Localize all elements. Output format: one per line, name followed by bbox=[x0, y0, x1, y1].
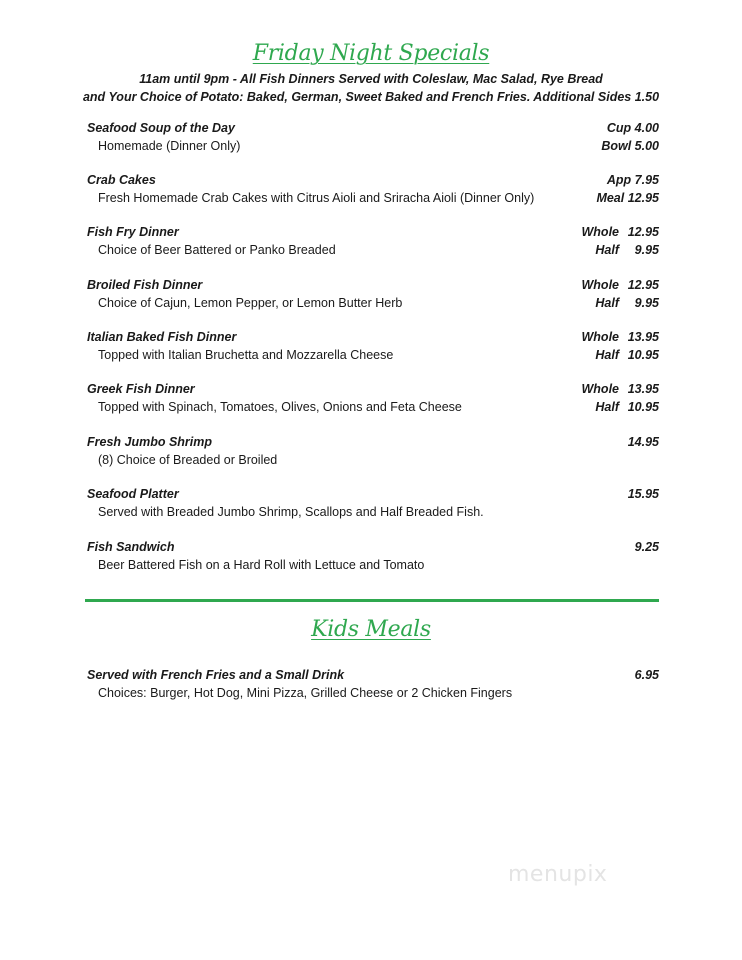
item-price-half: Half 10.95 bbox=[595, 347, 659, 362]
item-name: Broiled Fish Dinner bbox=[87, 278, 203, 292]
menu-item-italian-baked-fish-dinner bbox=[87, 329, 659, 364]
item-name: Fish Sandwich bbox=[87, 540, 175, 554]
specials-title: Friday Night Specials bbox=[252, 41, 490, 66]
item-name: Fish Fry Dinner bbox=[87, 225, 179, 239]
item-description: Served with Breaded Jumbo Shrimp, Scallops and Half Breaded Fish. bbox=[98, 504, 484, 519]
item-name: Greek Fish Dinner bbox=[87, 382, 195, 396]
item-description: Fresh Homemade Crab Cakes with Citrus Aioli and Sriracha Aioli (Dinner Only) bbox=[98, 190, 535, 205]
menu-item-crab-cakes bbox=[87, 172, 659, 207]
menu-item-seafood-platter bbox=[87, 486, 659, 521]
specials-intro-line-1: 11am until 9pm - All Fish Dinners Served with Coleslaw, Mac Salad, Rye Bread bbox=[139, 72, 603, 86]
menu-item-greek-fish-dinner bbox=[87, 381, 659, 416]
item-name: Seafood Platter bbox=[87, 487, 179, 501]
section-divider bbox=[85, 599, 659, 602]
menupix-watermark: menupix bbox=[508, 862, 608, 887]
specials-intro-line-2: and Your Choice of Potato: Baked, German, Sweet Baked and French Fries. Additional Sides 1.50 bbox=[82, 90, 660, 104]
item-price-meal: Meal 12.95 bbox=[596, 190, 659, 205]
menu-item-broiled-fish-dinner bbox=[87, 277, 659, 312]
item-name: Seafood Soup of the Day bbox=[87, 121, 235, 135]
item-price-app: App 7.95 bbox=[606, 173, 659, 187]
menu-item-fresh-jumbo-shrimp bbox=[87, 434, 659, 469]
item-name: Crab Cakes bbox=[87, 173, 156, 187]
kids-meals-title: Kids Meals bbox=[311, 617, 431, 642]
menu-item-kids-meal bbox=[87, 667, 659, 702]
item-description: Choice of Beer Battered or Panko Breaded bbox=[98, 242, 336, 257]
item-price-whole: Whole 13.95 bbox=[581, 382, 659, 396]
item-description: Homemade (Dinner Only) bbox=[98, 138, 241, 153]
item-description: Topped with Spinach, Tomatoes, Olives, Onions and Feta Cheese bbox=[98, 399, 462, 414]
menu-item-seafood-soup bbox=[87, 120, 659, 155]
menu-item-fish-sandwich bbox=[87, 539, 659, 574]
item-description: Choices: Burger, Hot Dog, Mini Pizza, Grilled Cheese or 2 Chicken Fingers bbox=[98, 685, 513, 700]
item-price-whole: Whole 12.95 bbox=[581, 225, 659, 239]
item-name: Served with French Fries and a Small Drink bbox=[87, 668, 345, 682]
item-price-whole: Whole 12.95 bbox=[581, 278, 659, 292]
item-price-bowl: Bowl 5.00 bbox=[601, 138, 659, 153]
item-price-cup: Cup 4.00 bbox=[606, 121, 659, 135]
item-description: (8) Choice of Breaded or Broiled bbox=[98, 452, 278, 467]
item-price-half: Half 9.95 bbox=[595, 295, 659, 310]
item-price: 14.95 bbox=[627, 435, 659, 449]
item-description: Beer Battered Fish on a Hard Roll with Lettuce and Tomato bbox=[98, 557, 425, 572]
item-price-half: Half 9.95 bbox=[595, 242, 659, 257]
item-price: 9.25 bbox=[634, 540, 659, 554]
menu-item-fish-fry-dinner bbox=[87, 224, 659, 259]
item-name: Italian Baked Fish Dinner bbox=[87, 330, 237, 344]
item-description: Choice of Cajun, Lemon Pepper, or Lemon Butter Herb bbox=[98, 295, 403, 310]
item-name: Fresh Jumbo Shrimp bbox=[87, 435, 213, 449]
item-price: 15.95 bbox=[627, 487, 659, 501]
item-price: 6.95 bbox=[634, 668, 659, 682]
item-price-whole: Whole 13.95 bbox=[581, 330, 659, 344]
item-price-half: Half 10.95 bbox=[595, 399, 659, 414]
item-description: Topped with Italian Bruchetta and Mozzarella Cheese bbox=[98, 347, 394, 362]
